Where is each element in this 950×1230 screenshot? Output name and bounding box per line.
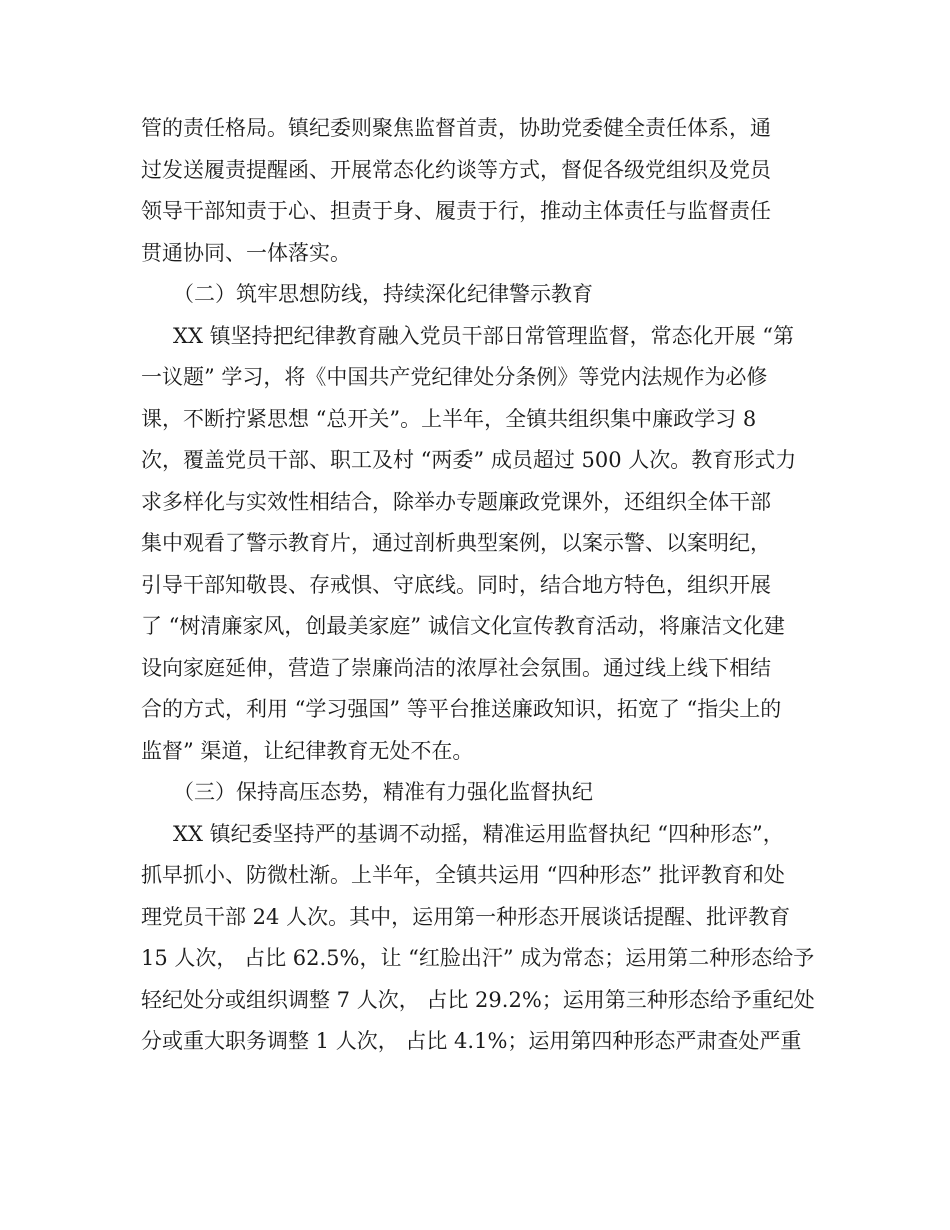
paragraph-responsibility xyxy=(141,108,809,274)
text-line: XX 镇坚持把纪律教育融入党员干部日常管理监督，常态化开展 “第 xyxy=(173,323,794,348)
text-line: 管的责任格局。镇纪委则聚焦监督首责，协助党委健全责任体系，通 xyxy=(141,116,771,140)
text-line: 集中观看了警示教育片，通过剖析典型案例，以案示警、以案明纪， xyxy=(141,531,771,555)
text-line: XX 镇纪委坚持严的基调不动摇，精准运用监督执纪 “四种形态”， xyxy=(173,821,784,846)
document-body xyxy=(141,108,815,1063)
text-line: 贯通协同、一体落实。 xyxy=(141,240,351,265)
text-line: 次，覆盖党员干部、职工及村 “两委” 成员超过 500 人次。教育形式力 xyxy=(141,448,797,472)
text-line: 求多样化与实效性相结合，除举办专题廉政党课外，还组织全体干部 xyxy=(141,489,771,514)
text-line: 监督” 渠道，让纪律教育无处不在。 xyxy=(141,738,474,763)
text-line: 一议题” 学习，将《中国共产党纪律处分条例》等党内法规作为必修 xyxy=(141,365,768,389)
heading-text: （二）筑牢思想防线，持续深化纪律警示教育 xyxy=(173,282,593,306)
paragraph-supervision xyxy=(141,814,815,1063)
text-line: 分或重大职务调整 1 人次， 占比 4.1%；运用第四种形态严肃查处严重 xyxy=(141,1029,802,1053)
text-line: 了 “树清廉家风，创最美家庭” 诚信文化宣传教育活动，将廉洁文化建 xyxy=(141,614,785,638)
heading-text: （三）保持高压态势，精准有力强化监督执纪 xyxy=(173,780,593,804)
section-heading-3 xyxy=(141,772,809,814)
text-line: 引导干部知敬畏、存戒惧、守底线。同时，结合地方特色，组织开展 xyxy=(141,572,771,597)
text-line: 过发送履责提醒函、开展常态化约谈等方式，督促各级党组织及党员 xyxy=(141,157,771,182)
text-line: 课，不断拧紧思想 “总开关”。上半年，全镇共组织集中廉政学习 8 xyxy=(141,406,757,431)
text-line: 合的方式，利用 “学习强国” 等平台推送廉政知识，拓宽了 “指尖上的 xyxy=(141,697,782,721)
text-line: 领导干部知责于心、担责于身、履责于行，推动主体责任与监督责任 xyxy=(141,199,771,223)
text-line: 抓早抓小、防微杜渐。上半年，全镇共运用 “四种形态” 批评教育和处 xyxy=(141,863,785,887)
text-line: 理党员干部 24 人次。其中，运用第一种形态开展谈话提醒、批评教育 xyxy=(141,904,791,929)
section-heading-2 xyxy=(141,274,809,316)
text-line: 15 人次， 占比 62.5%，让 “红脸出汗” 成为常态；运用第二种形态给予 xyxy=(141,946,815,970)
paragraph-discipline-education xyxy=(141,316,809,773)
text-line: 轻纪处分或组织调整 7 人次， 占比 29.2%；运用第三种形态给予重纪处 xyxy=(141,987,815,1012)
text-line: 设向家庭延伸，营造了崇廉尚洁的浓厚社会氛围。通过线上线下相结 xyxy=(141,655,771,680)
